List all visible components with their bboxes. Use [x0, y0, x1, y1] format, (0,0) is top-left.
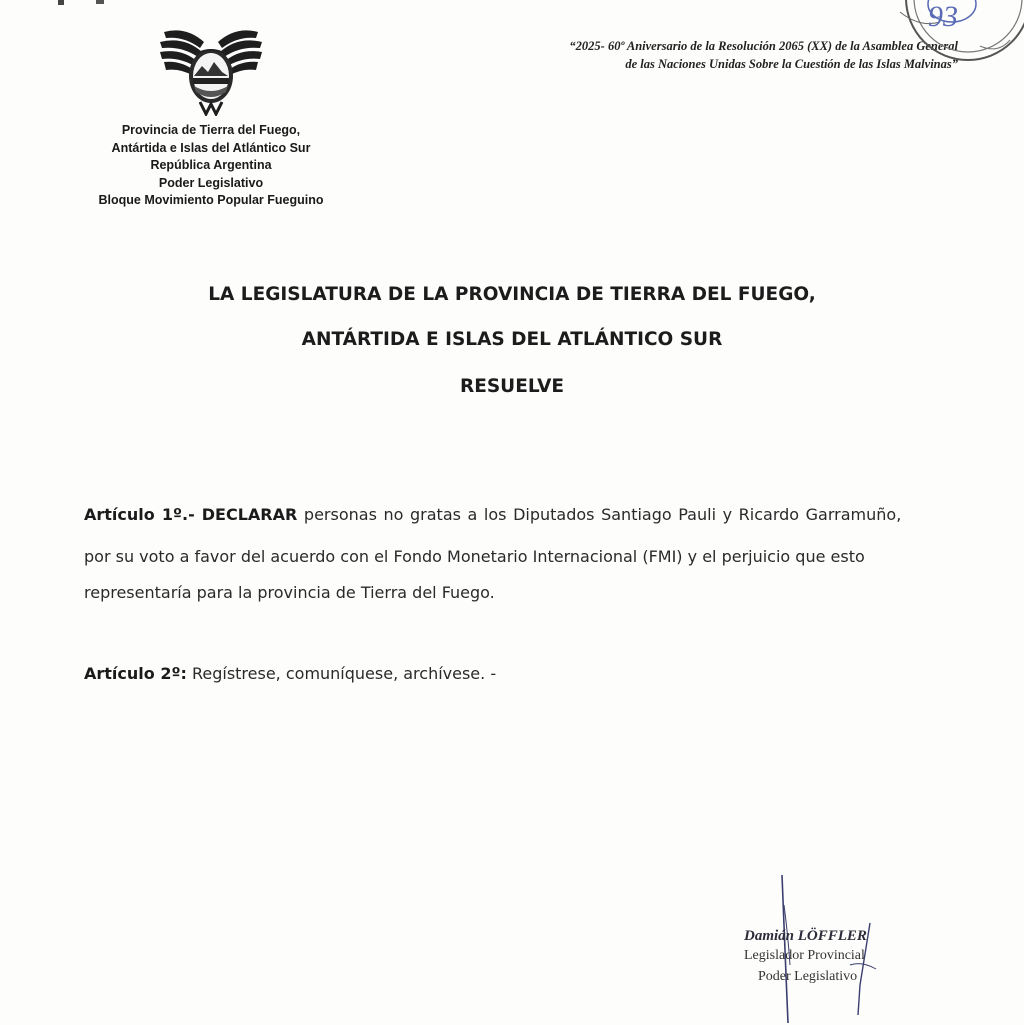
- stamp-folio-number: 93: [928, 0, 958, 33]
- article-1-line-3: representaría para la provincia de Tierra del Fuego.: [84, 583, 495, 602]
- header-line-country: República Argentina: [150, 158, 272, 172]
- resolution-title-line-2: ANTÁRTIDA E ISLAS DEL ATLÁNTICO SUR: [301, 329, 723, 350]
- header-line-bloc: Bloque Movimiento Popular Fueguino: [98, 193, 324, 207]
- header-line-province: Provincia de Tierra del Fuego,: [121, 123, 301, 137]
- signatory-role: Legislador Provincial: [744, 948, 865, 963]
- banner-line-2: de las Naciones Unidas Sobre la Cuestión de las Islas Malvinas”: [625, 57, 958, 71]
- article-2: [84, 664, 964, 683]
- anniversary-banner: [430, 37, 958, 73]
- resolution-title-line-1: LA LEGISLATURA DE LA PROVINCIA DE TIERRA DEL FUEGO,: [208, 284, 816, 305]
- scan-mark: [58, 0, 108, 6]
- article-2-heading: Artículo 2º:: [84, 664, 187, 683]
- signatory-name: Damián LÖFFLER: [744, 928, 867, 944]
- article-1-line-1: [84, 505, 964, 524]
- provincial-crest-icon: [156, 24, 266, 116]
- article-1-heading: Artículo 1º.- DECLARAR: [84, 505, 298, 524]
- header-line-branch: Poder Legislativo: [158, 175, 264, 190]
- resolution-verb: RESUELVE: [459, 376, 565, 397]
- header-line-territory: Antártida e Islas del Atlántico Sur: [111, 140, 311, 155]
- issuer-header: [70, 122, 352, 210]
- signatory-institution: Poder Legislativo: [758, 969, 858, 984]
- handwritten-signature: [700, 865, 920, 1025]
- article-1-line-2: por su voto a favor del acuerdo con el Fondo Monetario Internacional (FMI) y el perjuicio que esto: [84, 547, 865, 566]
- banner-line-1: “2025- 60º Aniversario de la Resolución 2065 (XX) de la Asamblea General: [569, 39, 958, 53]
- article-2-text: Regístrese, comuníquese, archívese. -: [186, 664, 497, 683]
- article-1-text-1: personas no gratas a los Diputados Santiago Pauli y Ricardo Garramuño,: [297, 505, 902, 524]
